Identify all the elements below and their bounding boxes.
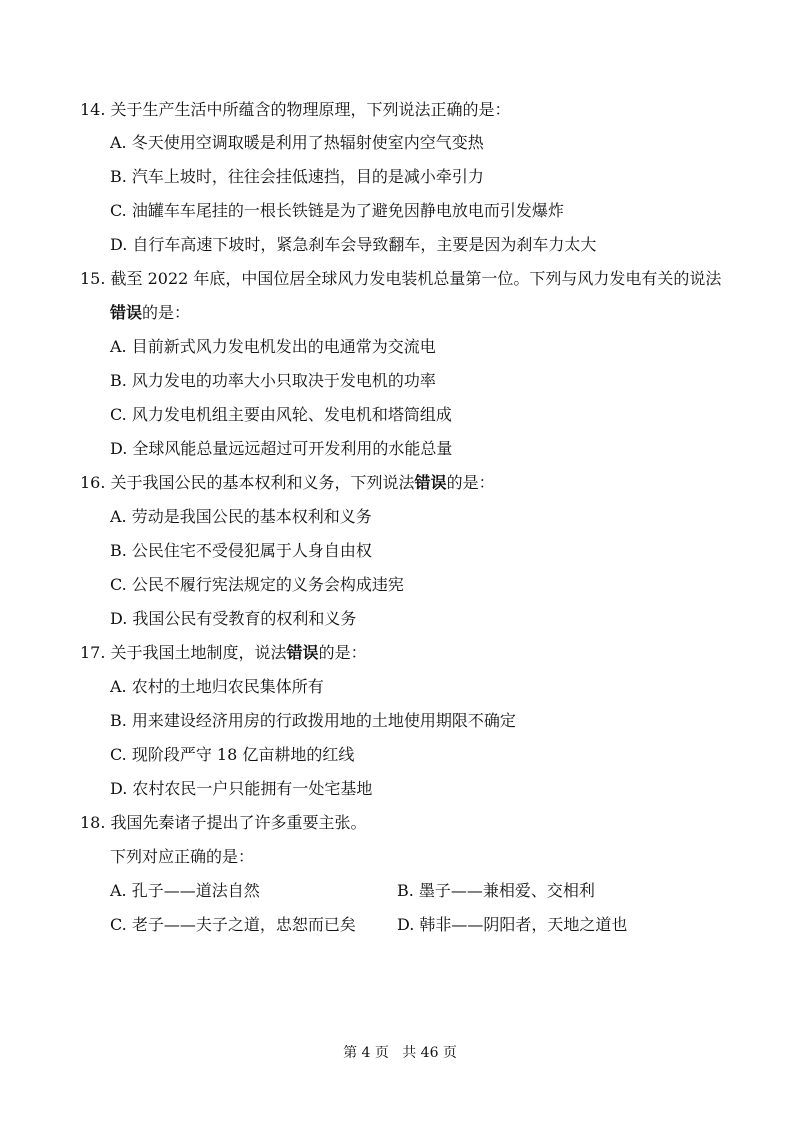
question-18-option-d: D. 韩非——阴阳者，天地之道也 bbox=[397, 915, 628, 934]
question-17-stem-pre: 17. 关于我国土地制度，说法 bbox=[80, 643, 287, 662]
question-15-option-c: C. 风力发电机组主要由风轮、发电机和塔筒组成 bbox=[110, 405, 452, 424]
question-18-option-b: B. 墨子——兼相爱、交相利 bbox=[397, 881, 595, 900]
question-17-option-c: C. 现阶段严守 18 亿亩耕地的红线 bbox=[110, 745, 355, 764]
question-17-emphasis: 错误 bbox=[286, 643, 319, 662]
question-16-emphasis: 错误 bbox=[414, 473, 447, 492]
question-17-option-d: D. 农村农民一户只能拥有一处宅基地 bbox=[110, 779, 373, 798]
question-15-option-d: D. 全球风能总量远远超过可开发利用的水能总量 bbox=[110, 439, 453, 458]
question-18-stem-line2: 下列对应正确的是： bbox=[110, 847, 255, 866]
question-18-stem: 18. 我国先秦诸子提出了许多重要主张。 bbox=[80, 813, 367, 832]
question-17-option-a: A. 农村的土地归农民集体所有 bbox=[110, 677, 324, 696]
question-16-stem-tail: 的是： bbox=[446, 473, 495, 492]
question-14-option-a: A. 冬天使用空调取暖是利用了热辐射使室内空气变热 bbox=[110, 133, 484, 152]
question-15-option-b: B. 风力发电的功率大小只取决于发电机的功率 bbox=[110, 371, 436, 390]
page-footer: 第 4 页 共 46 页 bbox=[343, 1045, 457, 1061]
question-16-option-c: C. 公民不履行宪法规定的义务会构成违宪 bbox=[110, 575, 404, 594]
question-16-option-a: A. 劳动是我国公民的基本权利和义务 bbox=[110, 507, 372, 526]
question-14-option-c: C. 油罐车车尾挂的一根长铁链是为了避免因静电放电而引发爆炸 bbox=[110, 201, 564, 220]
question-17-option-b: B. 用来建设经济用房的行政拨用地的土地使用期限不确定 bbox=[110, 711, 516, 730]
question-16-option-b: B. 公民住宅不受侵犯属于人身自由权 bbox=[110, 541, 372, 560]
question-16-option-d: D. 我国公民有受教育的权利和义务 bbox=[110, 609, 357, 628]
question-14-option-b: B. 汽车上坡时，往往会挂低速挡，目的是减小牵引力 bbox=[110, 167, 484, 186]
question-17-stem bbox=[80, 643, 367, 663]
question-18-option-c: C. 老子——夫子之道，忠恕而已矣 bbox=[110, 915, 356, 934]
question-16-stem-pre: 16. 关于我国公民的基本权利和义务，下列说法 bbox=[80, 473, 415, 492]
question-18-option-a: A. 孔子——道法自然 bbox=[110, 881, 260, 900]
question-15-stem: 15. 截至 2022 年底，中国位居全球风力发电装机总量第一位。下列与风力发电有关的说法 bbox=[80, 269, 722, 288]
question-15-emphasis: 错误 bbox=[110, 303, 143, 322]
question-16-stem bbox=[80, 473, 495, 493]
question-15-option-a: A. 目前新式风力发电机发出的电通常为交流电 bbox=[110, 337, 436, 356]
question-14-option-d: D. 自行车高速下坡时，紧急刹车会导致翻车，主要是因为刹车力太大 bbox=[110, 235, 597, 254]
question-17-stem-tail: 的是： bbox=[318, 643, 367, 662]
question-15-stem-continuation bbox=[110, 303, 190, 323]
question-15-stem-tail: 的是： bbox=[142, 303, 191, 322]
question-14-stem: 14. 关于生产生活中所蕴含的物理原理，下列说法正确的是： bbox=[80, 100, 511, 119]
